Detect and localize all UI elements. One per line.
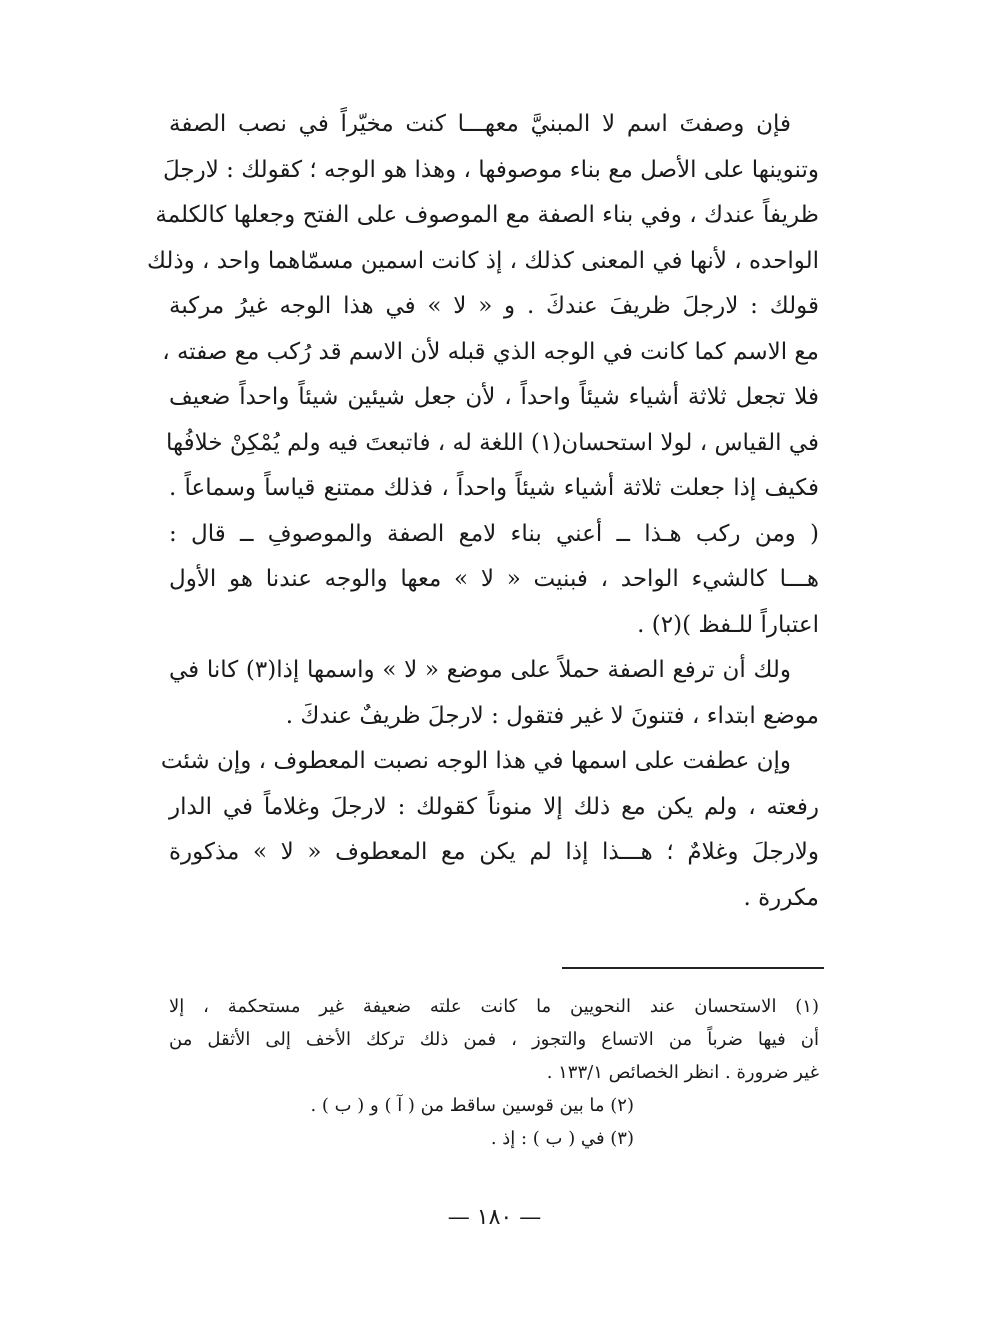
text-line: مع الاسم كما كانت في الوجه الذي قبله لأن الاسم قد رُكب مع صفته ،	[162, 338, 819, 365]
text-line: الواحده ، لأنها في المعنى كذلك ، إذ كانت اسمين مسمّاهما واحد ، وذلك	[146, 247, 819, 274]
main-text-body	[146, 102, 819, 921]
text-line: وتنوينها على الأصل مع بناء موصوفها ، وهذا هو الوجه ؛ كقولك : لارجلَ	[163, 156, 819, 183]
text-line: فكيف إذا جعلت ثلاثة أشياء شيئاً واحداً ، فذلك ممتنع قياساً وسماعاً .	[169, 475, 819, 501]
text-line: قولك : لارجلَ ظريفَ عندكَ . و « لا » في هذا الوجه غيرُ مركبة	[169, 293, 819, 319]
text-line: فلا تجعل ثلاثة أشياء شيئاً واحداً ، لأن جعل شيئين شيئاً واحداً ضعيف	[169, 384, 819, 410]
text-line: هـــا كالشيء الواحد ، فبنيت « لا » معها والوجه عندنا هو الأول	[169, 566, 819, 592]
text-line: فإن وصفتَ اسم لا المبنيَّ معهـــا كنت مخيّراً في نصب الصفة	[169, 111, 791, 137]
text-line: رفعته ، ولم يكن مع ذلك إلا منوناً كقولك : لارجلَ وغلاماً في الدار	[169, 793, 819, 820]
footnote-separator	[562, 967, 824, 969]
footnote-line: غير ضرورة . انظر الخصائص ١٣٣/١ .	[546, 1062, 819, 1083]
footnote-line: (٢) ما بين قوسين ساقط من ( آ ) و ( ب ) .	[310, 1095, 634, 1116]
text-line: وإن عطفت على اسمها في هذا الوجه نصبت المعطوف ، وإن شئت	[160, 748, 791, 774]
footnote-line: أن فيها ضرباً من الاتساع والتجوز ، فمن ذلك تركك الأخف إلى الأثقل من	[169, 1029, 819, 1050]
text-line: مكررة .	[743, 884, 819, 911]
text-line: ولارجلَ وغلامٌ ؛ هـــذا إذا لم يكن مع المعطوف « لا » مذكورة	[169, 839, 819, 865]
text-line: اعتباراً للـفظ )(٢) .	[637, 611, 819, 638]
text-line: ( ومن ركب هـذا ــ أعني بناء لامع الصفة والموصوفِ ــ قال :	[169, 520, 819, 547]
text-line: ولك أن ترفع الصفة حملاً على موضع « لا » واسمها إذا(٣) كانا في	[169, 657, 791, 683]
text-line: موضع ابتداء ، فتنونَ لا غير فتقول : لارجلَ ظريفٌ عندكَ .	[285, 702, 819, 729]
footnote-line: (١) الاستحسان عند النحويين ما كانت علته ضعيفة غير مستحكمة ، إلا	[169, 996, 819, 1017]
page-number: — ١٨٠ —	[447, 1205, 542, 1230]
text-line: ظريفاً عندك ، وفي بناء الصفة مع الموصوف على الفتح وجعلها كالكلمة	[155, 202, 819, 228]
footnotes	[169, 990, 819, 1155]
footnote-line: (٣) في ( ب ) : إذ .	[490, 1128, 634, 1149]
text-line: في القياس ، لولا استحسان(١) اللغة له ، فاتبعتَ فيه ولم يُمْكِنْ خلافُها	[166, 429, 819, 456]
